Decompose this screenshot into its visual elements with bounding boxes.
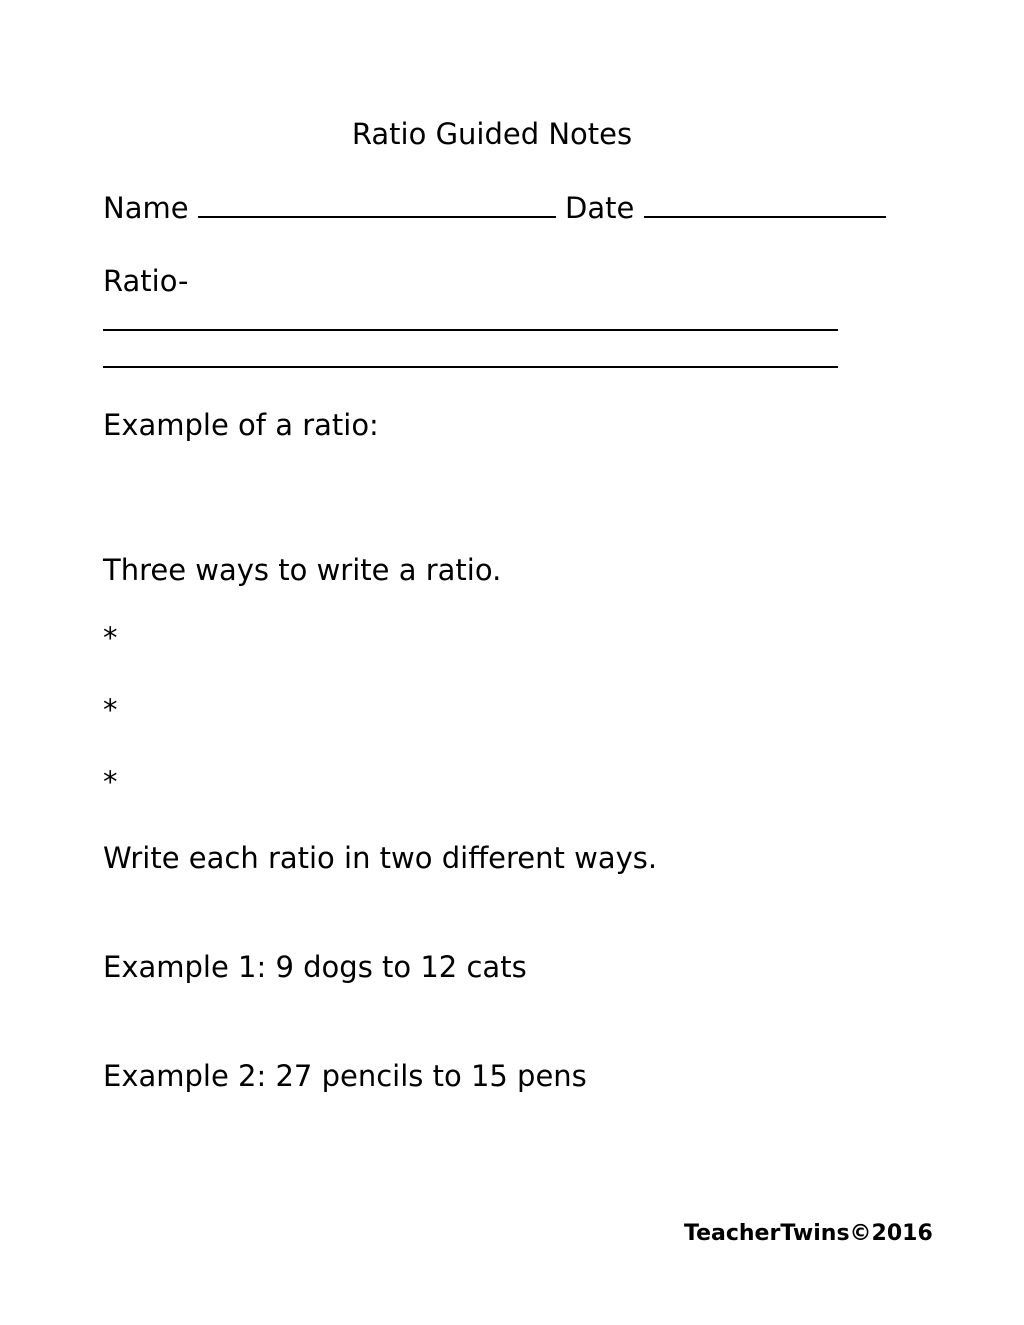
ratio-definition-label: Ratio- bbox=[103, 264, 189, 298]
ratio-definition-line-1[interactable] bbox=[103, 329, 838, 331]
date-label: Date bbox=[565, 191, 635, 225]
date-field[interactable] bbox=[644, 190, 886, 218]
page-title: Ratio Guided Notes bbox=[351, 117, 633, 151]
instruction-text: Write each ratio in two different ways. bbox=[103, 841, 658, 875]
name-label: Name bbox=[103, 191, 189, 225]
copyright-footer: TeacherTwins©2016 bbox=[684, 1221, 933, 1246]
example-of-ratio-label: Example of a ratio: bbox=[103, 408, 379, 442]
bullet-1: * bbox=[103, 621, 118, 655]
three-ways-heading: Three ways to write a ratio. bbox=[103, 553, 502, 587]
ratio-definition-line-2[interactable] bbox=[103, 366, 838, 368]
example-1: Example 1: 9 dogs to 12 cats bbox=[103, 950, 527, 984]
bullet-2: * bbox=[103, 693, 118, 727]
bullet-3: * bbox=[103, 765, 118, 799]
name-field[interactable] bbox=[198, 190, 556, 218]
example-2: Example 2: 27 pencils to 15 pens bbox=[103, 1059, 587, 1093]
name-date-row bbox=[103, 190, 886, 226]
